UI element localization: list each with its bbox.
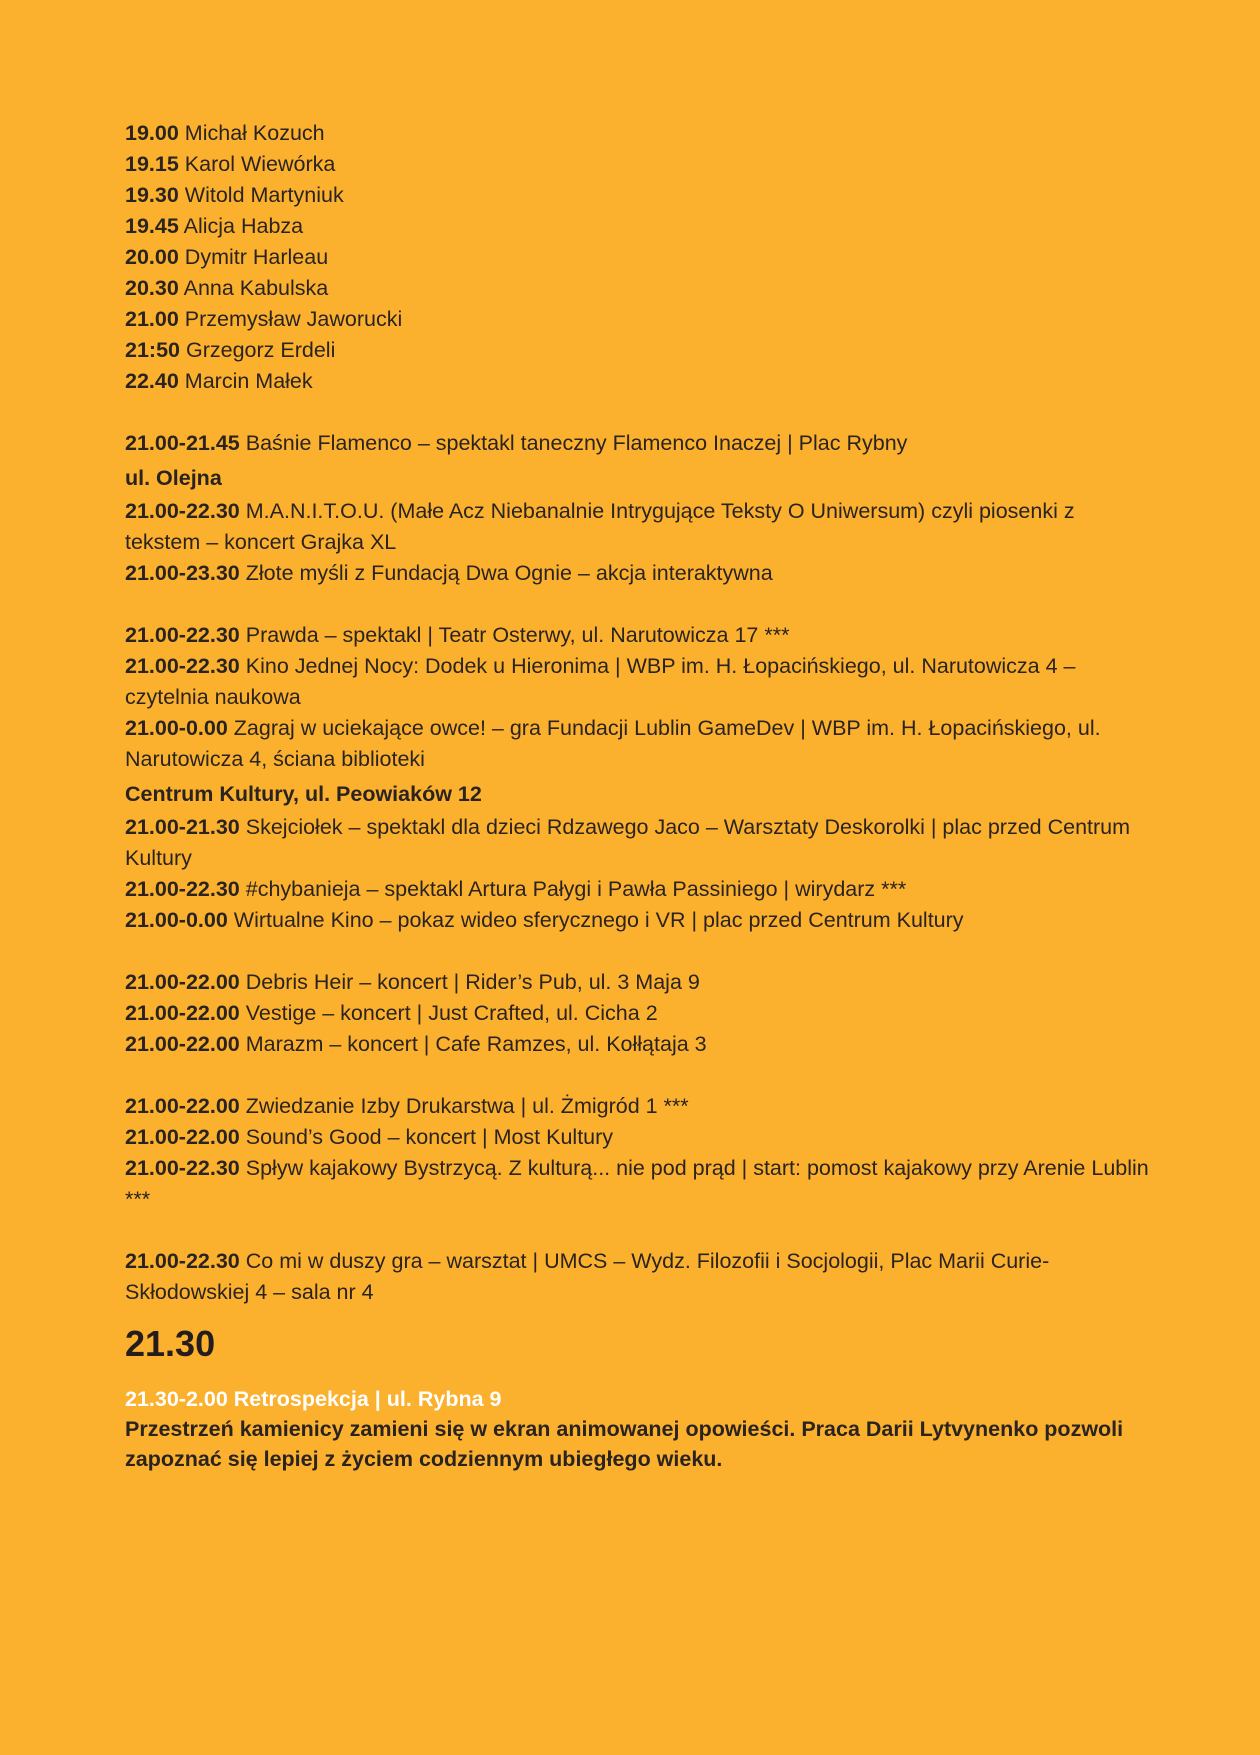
schedule-entry bbox=[125, 1091, 1155, 1122]
schedule-entry bbox=[125, 273, 1155, 304]
entry-time: 21.00-21.45 bbox=[125, 431, 240, 455]
schedule-content bbox=[125, 118, 1155, 1474]
schedule-entry bbox=[125, 428, 1155, 459]
entry-time: 21.00-21.30 bbox=[125, 815, 240, 839]
entry-text: Dymitr Harleau bbox=[184, 245, 329, 269]
entry-text: Karol Wiewórka bbox=[184, 152, 336, 176]
entry-time: 21.00-22.00 bbox=[125, 1094, 240, 1118]
highlight-event-description: Przestrzeń kamienicy zamieni się w ekran animowanej opowieści. Praca Darii Lytvynenko pozwoli zapoznać się lepiej z życiem codziennym ubiegłego wieku. bbox=[125, 1417, 1124, 1471]
entry-time: 21.00-22.30 bbox=[125, 654, 240, 678]
schedule-entry bbox=[125, 1029, 1155, 1060]
spacer bbox=[125, 936, 1155, 967]
schedule-entry bbox=[125, 496, 1155, 558]
entry-time: 20.30 bbox=[125, 276, 179, 300]
entry-time: 21.00-22.30 bbox=[125, 623, 240, 647]
entry-time: 19.30 bbox=[125, 183, 179, 207]
schedule-entry bbox=[125, 651, 1155, 713]
schedule-entry bbox=[125, 118, 1155, 149]
schedule-entry bbox=[125, 620, 1155, 651]
schedule-entry bbox=[125, 1122, 1155, 1153]
entry-text: Prawda – spektakl | Teatr Osterwy, ul. Narutowicza 17 *** bbox=[245, 623, 790, 647]
entry-time: 21.00-22.00 bbox=[125, 1125, 240, 1149]
entry-text: Alicja Habza bbox=[183, 214, 304, 238]
entry-text: Baśnie Flamenco – spektakl taneczny Flamenco Inaczej | Plac Rybny bbox=[245, 431, 908, 455]
schedule-entry bbox=[125, 304, 1155, 335]
schedule-entry bbox=[125, 998, 1155, 1029]
entry-time: 21.00-23.30 bbox=[125, 561, 240, 585]
schedule-entry bbox=[125, 211, 1155, 242]
entry-time: 22.40 bbox=[125, 369, 179, 393]
entry-text: Skejciołek – spektakl dla dzieci Rdzawego Jaco – Warsztaty Deskorolki | plac przed Centrum Kultury bbox=[125, 815, 1131, 870]
spacer bbox=[125, 397, 1155, 428]
entry-time: 21.00-0.00 bbox=[125, 716, 228, 740]
entry-text: Michał Kozuch bbox=[184, 121, 325, 145]
spacer bbox=[125, 1215, 1155, 1246]
entry-text: Marazm – koncert | Cafe Ramzes, ul. Kołłątaja 3 bbox=[245, 1032, 707, 1056]
schedule-entry bbox=[125, 874, 1155, 905]
spacer bbox=[125, 1060, 1155, 1091]
entry-text: Witold Martyniuk bbox=[184, 183, 344, 207]
spacer bbox=[125, 589, 1155, 620]
entry-text: Sound’s Good – koncert | Most Kultury bbox=[245, 1125, 614, 1149]
time-section-heading: 21.30 bbox=[125, 1323, 216, 1364]
entry-time: 20.00 bbox=[125, 245, 179, 269]
entry-text: Wirtualne Kino – pokaz wideo sferycznego i VR | plac przed Centrum Kultury bbox=[233, 908, 964, 932]
entry-text: M.A.N.I.T.O.U. (Małe Acz Niebanalnie Intrygujące Teksty O Uniwersum) czyli piosenki z tekstem – koncert Grajka XL bbox=[125, 499, 1075, 554]
entry-time: 21.00 bbox=[125, 307, 179, 331]
entry-time: 21.00-22.30 bbox=[125, 499, 240, 523]
schedule-entry bbox=[125, 335, 1155, 366]
schedule-entry bbox=[125, 1153, 1155, 1215]
venue-heading-olejna: ul. Olejna bbox=[125, 466, 222, 490]
schedule-entry bbox=[125, 905, 1155, 936]
entry-time: 19.00 bbox=[125, 121, 179, 145]
entry-text: Zagraj w uciekające owce! – gra Fundacji Lublin GameDev | WBP im. H. Łopacińskiego, ul. Narutowicza 4, ściana biblioteki bbox=[125, 716, 1101, 771]
schedule-entry bbox=[125, 558, 1155, 589]
entry-time: 21:50 bbox=[125, 338, 180, 362]
entry-text: Spływ kajakowy Bystrzycą. Z kulturą... nie pod prąd | start: pomost kajakowy przy Arenie Lublin *** bbox=[125, 1156, 1149, 1211]
entry-time: 21.00-22.00 bbox=[125, 970, 240, 994]
schedule-entry bbox=[125, 713, 1155, 775]
entry-time: 21.00-22.30 bbox=[125, 1249, 240, 1273]
entry-text: Złote myśli z Fundacją Dwa Ognie – akcja interaktywna bbox=[245, 561, 773, 585]
schedule-entry bbox=[125, 812, 1155, 874]
schedule-entry bbox=[125, 242, 1155, 273]
entry-text: Anna Kabulska bbox=[183, 276, 329, 300]
entry-time: 19.15 bbox=[125, 152, 179, 176]
entry-time: 21.00-22.00 bbox=[125, 1032, 240, 1056]
entry-time: 19.45 bbox=[125, 214, 179, 238]
venue-heading-centrum-kultury: Centrum Kultury, ul. Peowiaków 12 bbox=[125, 782, 482, 806]
performers-list bbox=[125, 118, 1155, 397]
entry-text: Marcin Małek bbox=[184, 369, 313, 393]
schedule-entry bbox=[125, 149, 1155, 180]
entry-time: 21.00-22.30 bbox=[125, 1156, 240, 1180]
entry-text: Vestige – koncert | Just Crafted, ul. Cicha 2 bbox=[245, 1001, 658, 1025]
entry-time: 21.00-0.00 bbox=[125, 908, 228, 932]
entry-text: Co mi w duszy gra – warsztat | UMCS – Wydz. Filozofii i Socjologii, Plac Marii Curie-Skłodowskiej 4 – sala nr 4 bbox=[125, 1249, 1050, 1304]
schedule-entry bbox=[125, 967, 1155, 998]
entry-text: #chybanieja – spektakl Artura Pałygi i Pawła Passiniego | wirydarz *** bbox=[245, 877, 907, 901]
schedule-entry bbox=[125, 366, 1155, 397]
entry-text: Zwiedzanie Izby Drukarstwa | ul. Żmigród 1 *** bbox=[245, 1094, 689, 1118]
entry-time: 21.00-22.30 bbox=[125, 877, 240, 901]
entry-text: Debris Heir – koncert | Rider’s Pub, ul. 3 Maja 9 bbox=[245, 970, 700, 994]
schedule-entry bbox=[125, 180, 1155, 211]
entry-text: Kino Jednej Nocy: Dodek u Hieronima | WBP im. H. Łopacińskiego, ul. Narutowicza 4 – czytelnia naukowa bbox=[125, 654, 1076, 709]
entry-text: Grzegorz Erdeli bbox=[185, 338, 336, 362]
entry-text: Przemysław Jaworucki bbox=[184, 307, 403, 331]
highlight-event-title: 21.30-2.00 Retrospekcja | ul. Rybna 9 bbox=[125, 1387, 502, 1411]
entry-time: 21.00-22.00 bbox=[125, 1001, 240, 1025]
schedule-entry bbox=[125, 1246, 1155, 1308]
